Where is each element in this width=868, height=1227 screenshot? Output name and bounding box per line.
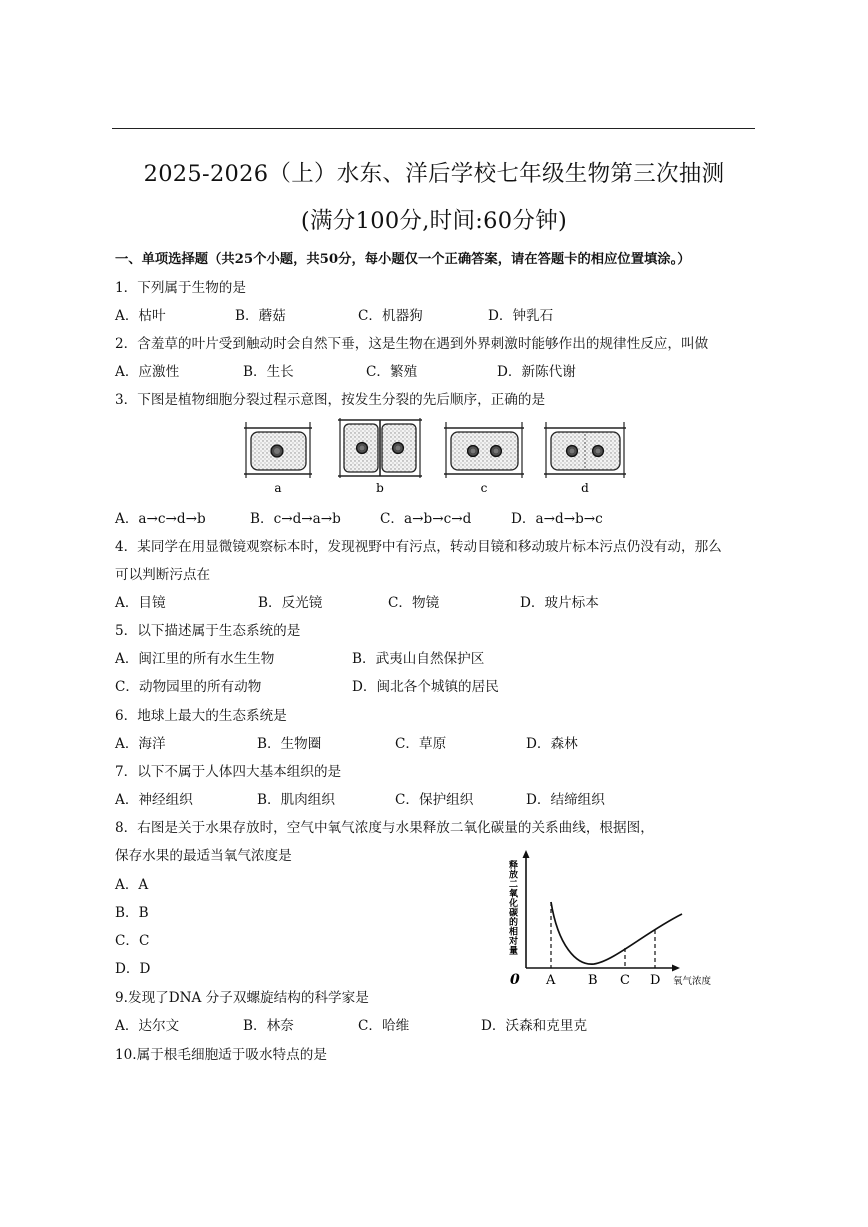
question-1-stem: 1．下列属于生物的是 bbox=[115, 280, 246, 296]
cell-label-a: a bbox=[274, 481, 282, 495]
q4-option-a: A．目镜 bbox=[115, 595, 166, 611]
q7-option-d: D．结缔组织 bbox=[526, 792, 605, 808]
q9-option-b: B．林奈 bbox=[243, 1018, 294, 1034]
q8-option-c: C．C bbox=[115, 933, 150, 949]
chart-origin: 0 bbox=[510, 972, 520, 988]
exam-subtitle: (满分100分,时间:60分钟) bbox=[300, 208, 568, 234]
q8-option-d: D．D bbox=[115, 961, 151, 977]
q1-option-a: A．枯叶 bbox=[115, 308, 166, 324]
q3-option-a: A．a→c→d→b bbox=[115, 511, 206, 527]
q1-option-b: B．蘑菇 bbox=[235, 308, 286, 324]
cell-label-d: d bbox=[581, 481, 589, 495]
q6-option-d: D．森林 bbox=[526, 736, 578, 752]
cell-a bbox=[244, 422, 312, 478]
question-10-stem: 10.属于根毛细胞适于吸水特点的是 bbox=[115, 1047, 327, 1063]
chart-xlabel: 氧气浓度 bbox=[673, 976, 712, 987]
cell-b bbox=[338, 418, 422, 478]
question-9-stem: 9.发现了DNA 分子双螺旋结构的科学家是 bbox=[115, 990, 369, 1006]
tick-d: D bbox=[650, 973, 661, 988]
q7-option-a: A．神经组织 bbox=[115, 792, 193, 808]
q6-option-a: A．海洋 bbox=[115, 736, 166, 752]
oxygen-co2-curve-chart bbox=[496, 850, 726, 990]
q8-option-a: A．A bbox=[115, 877, 149, 893]
tick-a: A bbox=[546, 973, 556, 988]
co2-curve bbox=[551, 902, 682, 964]
q3-option-d: D．a→d→b→c bbox=[511, 511, 603, 527]
header-rule bbox=[112, 128, 755, 129]
q1-option-c: C．机器狗 bbox=[358, 308, 423, 324]
q8-option-b: B．B bbox=[115, 905, 149, 921]
q5-option-d: D．闽北各个城镇的居民 bbox=[352, 679, 499, 695]
q6-option-c: C．草原 bbox=[395, 736, 447, 752]
question-2-stem: 2．含羞草的叶片受到触动时会自然下垂，这是生物在遇到外界刺激时能够作出的规律性反应，叫做 bbox=[115, 336, 709, 352]
exam-title: 2025-2026（上）水东、洋后学校七年级生物第三次抽测 bbox=[143, 161, 725, 187]
q9-option-c: C．哈维 bbox=[358, 1018, 410, 1034]
cell-d bbox=[544, 422, 626, 478]
q2-option-d: D．新陈代谢 bbox=[497, 364, 576, 380]
q7-option-b: B．肌肉组织 bbox=[257, 792, 335, 808]
q1-option-d: D．钟乳石 bbox=[488, 308, 554, 324]
q5-option-a: A．闽江里的所有水生生物 bbox=[115, 651, 275, 667]
question-5-stem: 5．以下描述属于生态系统的是 bbox=[115, 623, 301, 639]
chart-ylabel: 释放二氧化碳的相对量 bbox=[507, 860, 517, 955]
q9-option-a: A．达尔文 bbox=[115, 1018, 180, 1034]
tick-c: C bbox=[620, 973, 630, 988]
q3-option-b: B．c→d→a→b bbox=[250, 511, 341, 527]
question-8-stem: 8．右图是关于水果存放时，空气中氧气浓度与水果释放二氧化碳量的关系曲线，根据图， bbox=[115, 820, 654, 836]
question-3-stem: 3．下图是植物细胞分裂过程示意图，按发生分裂的先后顺序，正确的是 bbox=[115, 392, 546, 408]
q6-option-b: B．生物圈 bbox=[257, 736, 322, 752]
q2-option-a: A．应激性 bbox=[115, 364, 180, 380]
q4-option-d: D．玻片标本 bbox=[520, 595, 599, 611]
q4-option-c: C．物镜 bbox=[388, 595, 440, 611]
question-6-stem: 6．地球上最大的生态系统是 bbox=[115, 708, 287, 724]
cell-c bbox=[444, 422, 524, 478]
cell-label-b: b bbox=[376, 481, 384, 495]
q5-option-b: B．武夷山自然保护区 bbox=[352, 651, 485, 667]
q5-option-c: C．动物园里的所有动物 bbox=[115, 679, 262, 695]
q7-option-c: C．保护组织 bbox=[395, 792, 474, 808]
q3-option-c: C．a→b→c→d bbox=[380, 511, 472, 527]
q9-option-d: D．沃森和克里克 bbox=[481, 1018, 588, 1034]
section-heading: 一、单项选择题（共25个小题，共50分，每小题仅一个正确答案，请在答题卡的相应位置填涂。） bbox=[115, 252, 691, 267]
cell-label-c: c bbox=[480, 481, 488, 495]
tick-b: B bbox=[588, 973, 598, 988]
question-4-stem: 4．某同学在用显微镜观察标本时，发现视野中有污点，转动目镜和移动玻片标本污点仍没有动，那么 bbox=[115, 539, 722, 555]
cell-division-figure bbox=[238, 412, 634, 498]
q4-option-b: B．反光镜 bbox=[258, 595, 323, 611]
question-7-stem: 7．以下不属于人体四大基本组织的是 bbox=[115, 764, 342, 780]
question-8-stem-cont: 保存水果的最适当氧气浓度是 bbox=[115, 848, 292, 864]
question-4-stem-cont: 可以判断污点在 bbox=[115, 567, 211, 583]
q2-option-c: C．繁殖 bbox=[366, 364, 418, 380]
q2-option-b: B．生长 bbox=[243, 364, 294, 380]
